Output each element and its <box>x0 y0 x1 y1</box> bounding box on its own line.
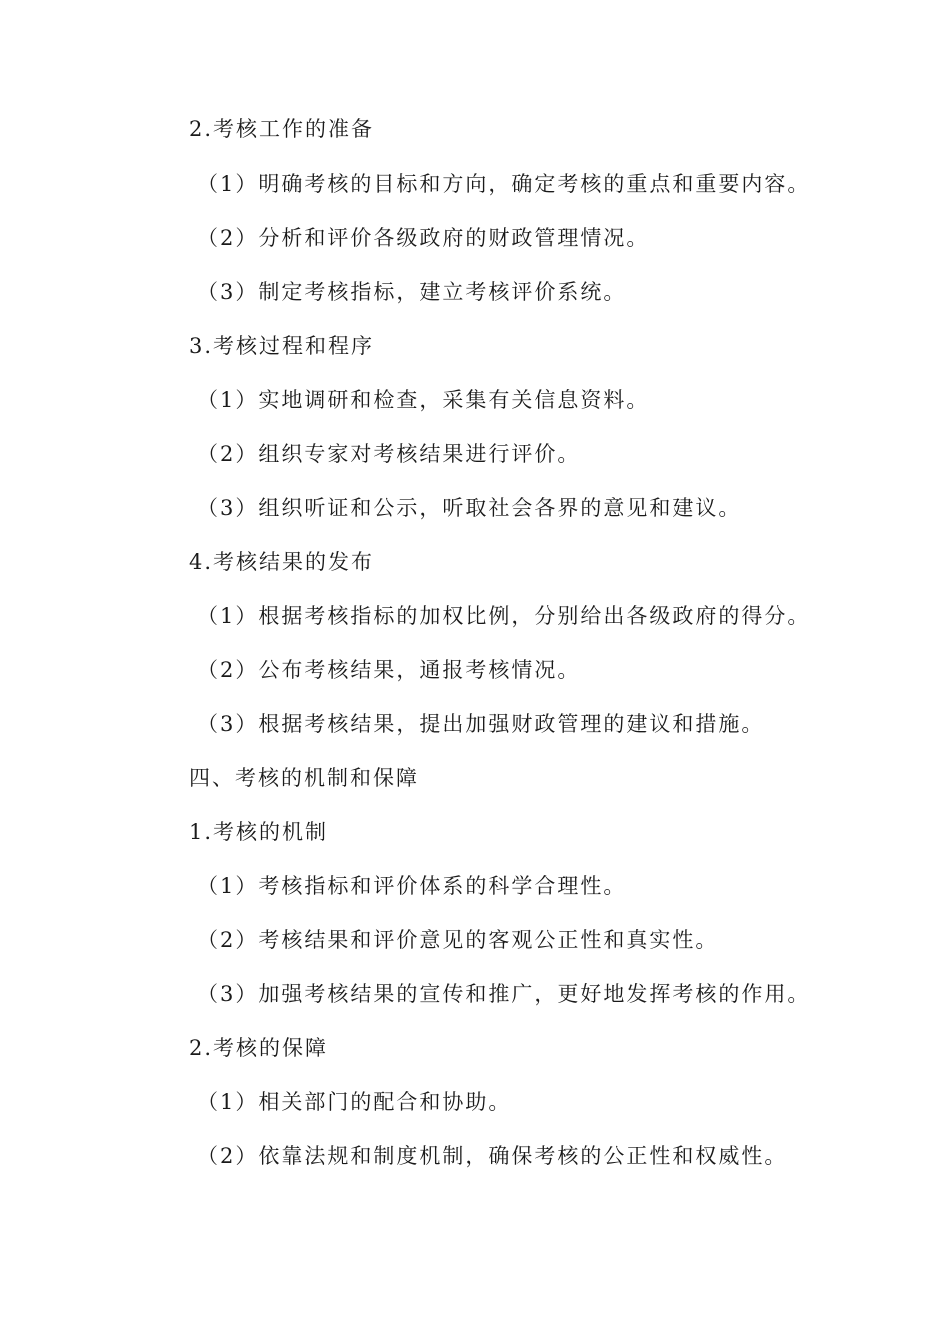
list-item: （3）制定考核指标，建立考核评价系统。 <box>197 280 627 304</box>
list-item: （3）根据考核结果，提出加强财政管理的建议和措施。 <box>197 712 765 736</box>
list-item: （3）加强考核结果的宣传和推广，更好地发挥考核的作用。 <box>197 982 811 1006</box>
heading-exam-process: 3.考核过程和程序 <box>189 334 375 358</box>
list-item: （1）根据考核指标的加权比例，分别给出各级政府的得分。 <box>197 604 811 628</box>
list-item: （2）分析和评价各级政府的财政管理情况。 <box>197 226 650 250</box>
heading-exam-results: 4.考核结果的发布 <box>189 550 375 574</box>
list-item: （1）相关部门的配合和协助。 <box>197 1090 512 1114</box>
list-item: （3）组织听证和公示，听取社会各界的意见和建议。 <box>197 496 742 520</box>
heading-mechanism: 1.考核的机制 <box>189 820 329 844</box>
list-item: （1）明确考核的目标和方向，确定考核的重点和重要内容。 <box>197 172 811 196</box>
list-item: （1）实地调研和检查，采集有关信息资料。 <box>197 388 650 412</box>
list-item: （2）依靠法规和制度机制，确保考核的公正性和权威性。 <box>197 1144 788 1168</box>
list-item: （2）考核结果和评价意见的客观公正性和真实性。 <box>197 928 719 952</box>
list-item: （2）组织专家对考核结果进行评价。 <box>197 442 581 466</box>
section-title-mechanism: 四、考核的机制和保障 <box>189 766 419 790</box>
list-item: （1）考核指标和评价体系的科学合理性。 <box>197 874 627 898</box>
heading-guarantee: 2.考核的保障 <box>189 1036 329 1060</box>
heading-exam-preparation: 2.考核工作的准备 <box>189 117 375 141</box>
list-item: （2）公布考核结果，通报考核情况。 <box>197 658 581 682</box>
